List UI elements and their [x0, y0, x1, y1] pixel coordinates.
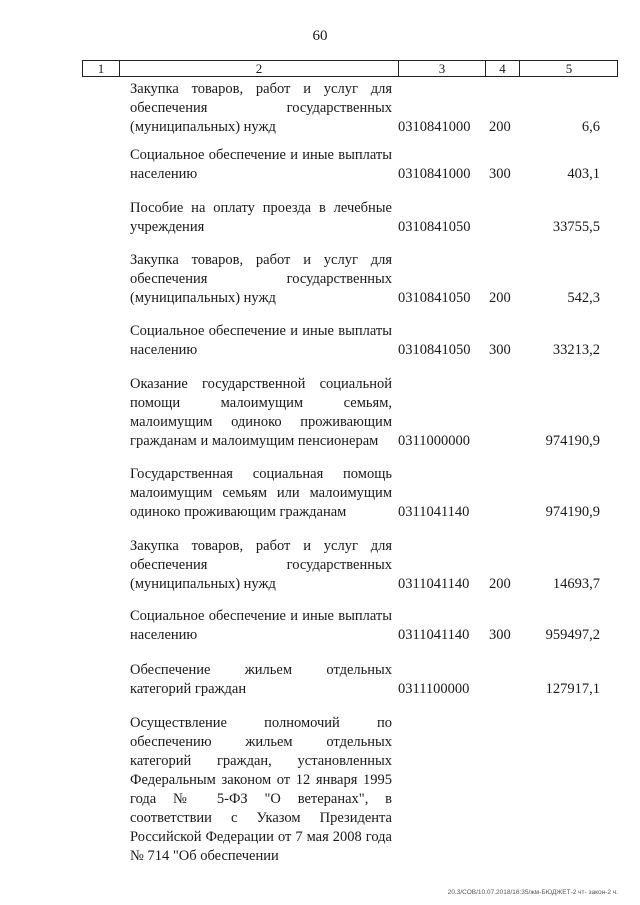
row-description: Закупка товаров, работ и услуг для обеспечения государственных (муниципальных) нужд: [130, 252, 392, 306]
row-code: 0311041140: [398, 504, 470, 520]
document-footer: 20.3/СОВ/10.07.2018/16:35/жм-БЮДЖЕТ-2 чт- закон-2 ч.: [447, 889, 618, 896]
row-description: Осуществление полномочий по обеспечению жильем отдельных категорий граждан, установленных Федеральным законом от 12 января 1995 года № 5-ФЗ "О ветеранах", в соответствии с Указом Президента Российской Федерации от 7 мая 2008 года № 714 "Об обеспечении: [130, 715, 392, 864]
row-expense-type: 200: [489, 119, 511, 135]
row-code: 0311041140: [398, 576, 470, 592]
row-amount: 403,1: [567, 166, 600, 182]
row-amount: 974190,9: [545, 504, 600, 520]
header-col-3: 3: [438, 61, 446, 76]
row-expense-type: 300: [489, 627, 511, 643]
row-amount: 33755,5: [552, 219, 600, 235]
row-code: 0310841050: [398, 290, 471, 306]
row-code: 0310841000: [398, 166, 471, 182]
header-col-5: 5: [565, 61, 573, 76]
row-amount: 14693,7: [552, 576, 600, 592]
row-code: 0310841050: [398, 219, 471, 235]
row-amount: 127917,1: [545, 681, 600, 697]
table-row: [0, 661, 640, 699]
row-description: Социальное обеспечение и иные выплаты населению: [130, 147, 392, 182]
row-code: 0311100000: [398, 681, 470, 697]
header-col-2: 2: [255, 61, 263, 76]
table-row: [0, 199, 640, 237]
row-description: Социальное обеспечение и иные выплаты населению: [130, 323, 392, 358]
row-description: Пособие на оплату проезда в лечебные учреждения: [130, 200, 392, 235]
page-number: 60: [312, 28, 328, 44]
row-expense-type: 200: [489, 290, 511, 306]
row-amount: 6,6: [581, 119, 600, 135]
row-code: 0310841000: [398, 119, 471, 135]
row-description: Социальное обеспечение и иные выплаты населению: [130, 608, 392, 643]
row-code: 0311000000: [398, 433, 470, 449]
row-amount: 974190,9: [545, 433, 600, 449]
header-col-4: 4: [499, 61, 506, 76]
table-row: [0, 375, 640, 451]
row-expense-type: 200: [489, 576, 511, 592]
table-row: [0, 251, 640, 308]
row-amount: 959497,2: [545, 627, 600, 643]
table-row: [0, 80, 640, 137]
row-code: 0311041140: [398, 627, 470, 643]
header-col-1: 1: [97, 61, 105, 76]
table-row: [0, 537, 640, 594]
row-amount: 33213,2: [552, 342, 600, 358]
row-description: Государственная социальная помощь малоимущим семьям или малоимущим одиноко проживающим гражданам: [130, 466, 392, 520]
row-description: Обеспечение жильем отдельных категорий граждан: [130, 662, 392, 697]
row-code: 0310841050: [398, 342, 471, 358]
row-description: Оказание государственной социальной помощи малоимущим семьям, малоимущим одиноко проживающим гражданам и малоимущим пенсионерам: [130, 376, 392, 449]
table-header: [82, 60, 618, 77]
table-row: [0, 607, 640, 645]
table-row: [0, 465, 640, 522]
row-expense-type: 300: [489, 166, 511, 182]
row-description: Закупка товаров, работ и услуг для обеспечения государственных (муниципальных) нужд: [130, 538, 392, 592]
row-description: Закупка товаров, работ и услуг для обеспечения государственных (муниципальных) нужд: [130, 81, 392, 135]
table-row: [0, 322, 640, 360]
table-row: [0, 714, 640, 866]
row-amount: 542,3: [567, 290, 600, 306]
row-expense-type: 300: [489, 342, 511, 358]
table-row: [0, 146, 640, 184]
